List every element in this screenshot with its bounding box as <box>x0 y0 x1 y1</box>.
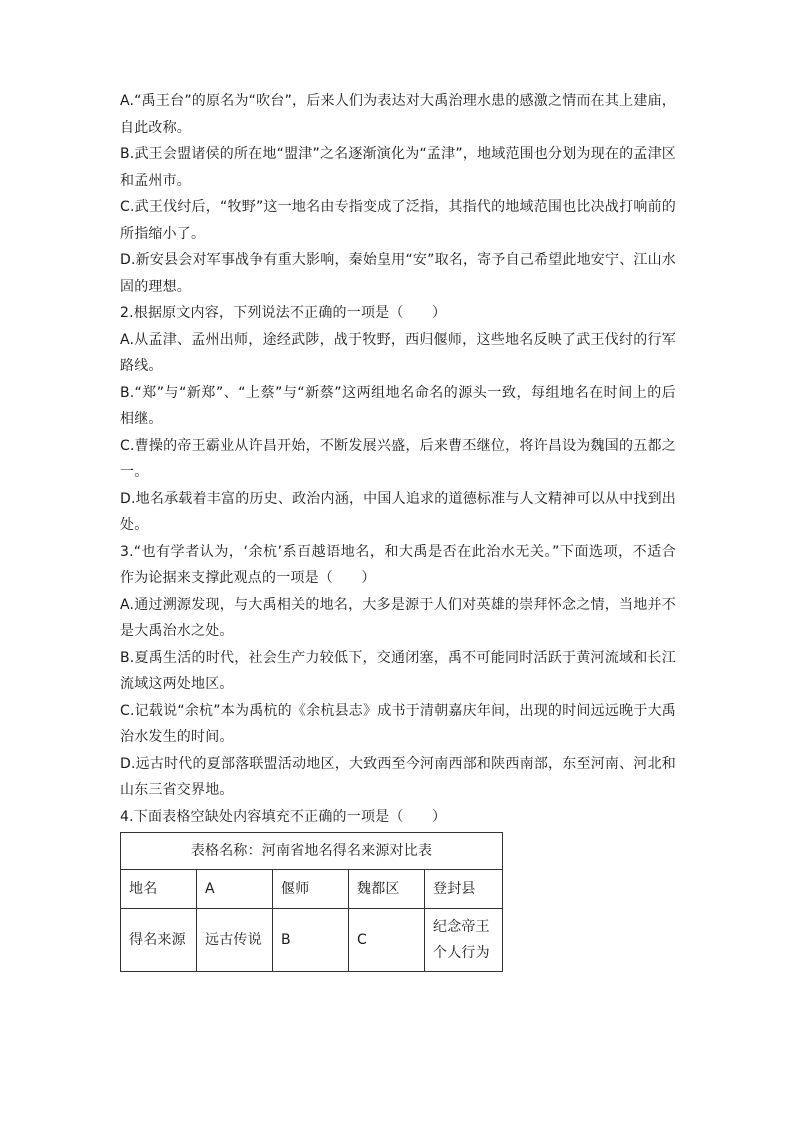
option-a-q1: A.“禹王台”的原名为“吹台”，后来人们为表达对大禹治理水患的感激之情而在其上建庙，自此改称。 <box>120 93 676 136</box>
table-cell: 偃师 <box>273 870 349 909</box>
option-c-q2: C.曹操的帝王霸业从许昌开始，不断发展兴盛，后来曹丕继位，将许昌设为魏国的五都之一。 <box>120 437 676 480</box>
table-cell: 地名 <box>121 870 197 909</box>
question-document <box>120 88 676 972</box>
option-d-q1: D.新安县会对军事战争有重大影响，秦始皇用“安”取名，寄予自己希望此地安宁、江山水固的理想。 <box>120 252 676 295</box>
option-c-q3: C.记载说“余杭”本为禹杭的《余杭县志》成书于清朝嘉庆年间，出现的时间远远晚于大禹治水发生的时间。 <box>120 702 676 745</box>
table-row <box>121 909 503 972</box>
table-cell: C <box>349 909 425 972</box>
option-c-q1: C.武王伐纣后，“牧野”这一地名由专指变成了泛指，其指代的地域范围也比决战打响前的所指缩小了。 <box>120 199 676 242</box>
table-cell: 纪念帝王个人行为 <box>425 909 503 972</box>
option-b-q2: B.“郑”与“新郑”、“上蔡”与“新蔡”这两组地名命名的源头一致，每组地名在时间上的后相继。 <box>120 384 676 427</box>
table-cell: 魏都区 <box>349 870 425 909</box>
table-cell: 得名来源 <box>121 909 197 972</box>
question-4: 4.下面表格空缺处内容填充不正确的一项是（ ） <box>120 808 447 825</box>
place-name-table <box>120 832 503 972</box>
table-cell: 远古传说 <box>197 909 273 972</box>
option-a-q2: A.从孟津、孟州出师，途经武陟，战于牧野，西归偃师，这些地名反映了武王伐纣的行军路线。 <box>120 331 676 374</box>
table-title: 表格名称：河南省地名得名来源对比表 <box>121 833 503 870</box>
table-cell: A <box>197 870 273 909</box>
table-row <box>121 870 503 909</box>
table-cell: 登封县 <box>425 870 503 909</box>
option-d-q3: D.远古时代的夏部落联盟活动地区，大致西至今河南西部和陕西南部，东至河南、河北和山东三省交界地。 <box>120 755 676 798</box>
option-a-q3: A.通过溯源发现，与大禹相关的地名，大多是源于人们对英雄的崇拜怀念之情，当地并不是大禹治水之处。 <box>120 596 676 639</box>
option-b-q3: B.夏禹生活的时代，社会生产力较低下，交通闭塞，禹不可能同时活跃于黄河流域和长江流域这两处地区。 <box>120 649 676 692</box>
option-b-q1: B.武王会盟诸侯的所在地“盟津”之名逐渐演化为“孟津”，地域范围也分划为现在的孟津区和孟州市。 <box>120 146 676 189</box>
question-3: 3.“也有学者认为，‘余杭’系百越语地名，和大禹是否在此治水无关。”下面选项，不适合作为论据来支撑此观点的一项是（ ） <box>120 543 676 586</box>
option-d-q2: D.地名承载着丰富的历史、政治内涵，中国人追求的道德标准与人文精神可以从中找到出处。 <box>120 490 676 533</box>
question-2: 2.根据原文内容，下列说法不正确的一项是（ ） <box>120 305 447 321</box>
table-cell: B <box>273 909 349 972</box>
